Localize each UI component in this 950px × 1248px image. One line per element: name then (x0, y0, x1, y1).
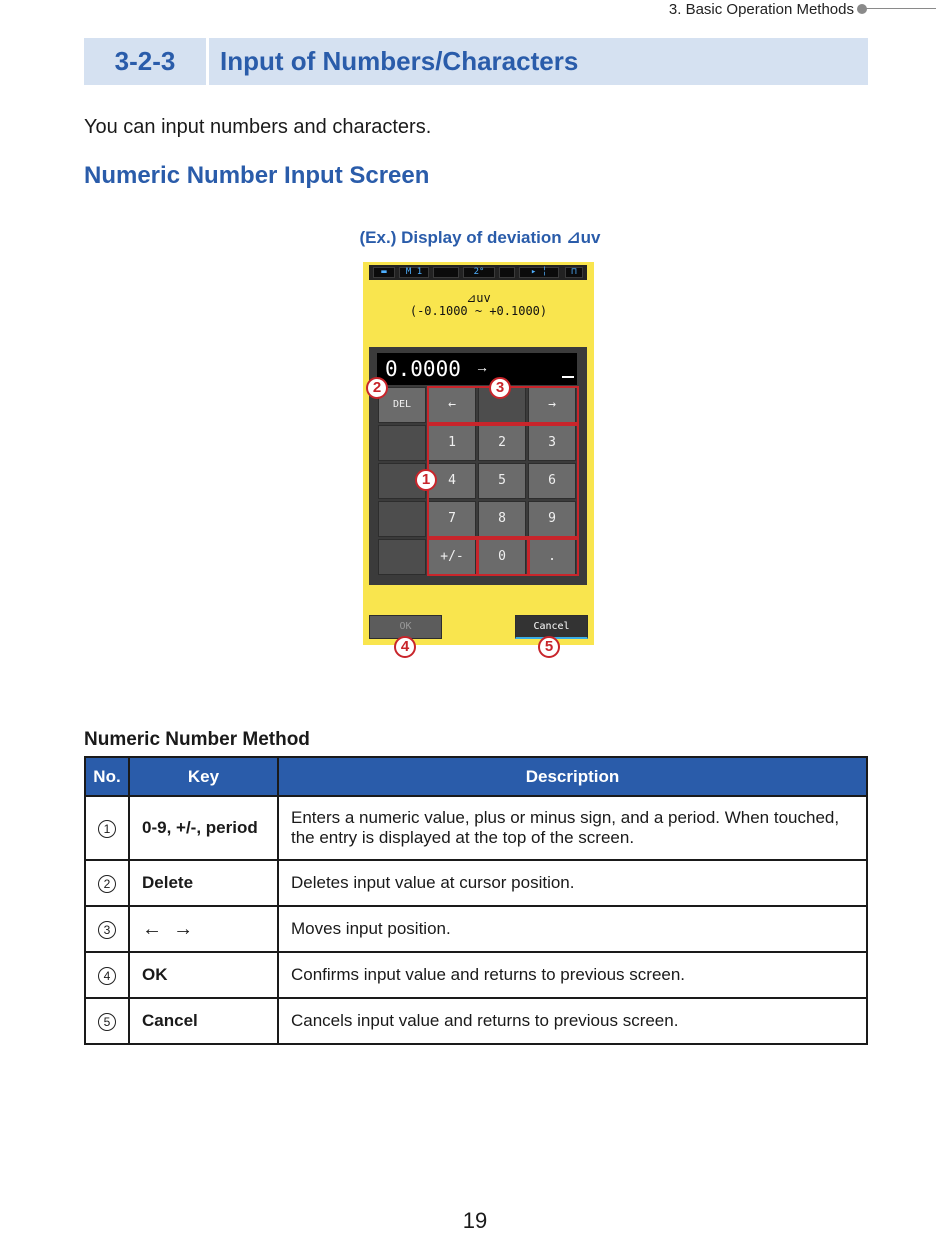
figure-caption: (Ex.) Display of deviation ⊿uv (359, 228, 601, 247)
row-number: 2 (98, 875, 116, 893)
range-title: ⊿uv (466, 291, 491, 305)
row-description: Moves input position. (278, 906, 867, 952)
keypad (369, 347, 587, 585)
row-number-cell (85, 998, 129, 1044)
column-header-key: Key (129, 757, 278, 796)
digit-key-9[interactable]: 9 (528, 501, 576, 537)
row-number: 4 (98, 967, 116, 985)
row-number: 1 (98, 820, 116, 838)
callout-badge-4: 4 (394, 636, 416, 658)
period-key[interactable]: . (528, 539, 576, 575)
digit-key-1[interactable]: 1 (428, 425, 476, 461)
status-blank-slot (433, 267, 459, 278)
subheading: Numeric Number Input Screen (84, 162, 430, 189)
row-key: Cancel (129, 998, 278, 1044)
table-row (85, 998, 867, 1044)
table-header-row (85, 757, 867, 796)
row-number: 3 (98, 921, 116, 939)
table-row (85, 796, 867, 860)
row-key: Delete (129, 860, 278, 906)
column-header-description: Description (278, 757, 867, 796)
digit-key-3[interactable]: 3 (528, 425, 576, 461)
row-key: OK (129, 952, 278, 998)
column-header-no: No. (85, 757, 129, 796)
row-number-cell (85, 860, 129, 906)
table-row (85, 952, 867, 998)
page-number: 19 (462, 1208, 488, 1233)
table-row (85, 906, 867, 952)
section-title: Input of Numbers/Characters (220, 46, 579, 76)
lock-icon: ⊓ (565, 267, 583, 278)
blank-key (378, 501, 426, 537)
row-number-cell (85, 796, 129, 860)
blank-key (378, 425, 426, 461)
intro-text: You can input numbers and characters. (84, 116, 432, 138)
digit-key-5[interactable]: 5 (478, 463, 526, 499)
callout-badge-5: 5 (538, 636, 560, 658)
row-description: Confirms input value and returns to previous screen. (278, 952, 867, 998)
display-arrow-icon: → (475, 359, 489, 375)
cursor-right-key[interactable]: → (528, 387, 576, 423)
callout-badge-1: 1 (415, 469, 437, 491)
numeric-input-screen (363, 262, 594, 655)
digit-key-8[interactable]: 8 (478, 501, 526, 537)
chapter-marker-line (866, 8, 936, 9)
chapter-marker-dot (857, 4, 867, 14)
digit-key-6[interactable]: 6 (528, 463, 576, 499)
section-header-divider (206, 38, 209, 85)
row-number: 5 (98, 1013, 116, 1031)
sync-icon: ▸ ╎ (519, 267, 559, 278)
sign-key[interactable]: +/- (428, 539, 476, 575)
chapter-header: 3. Basic Operation Methods (668, 1, 854, 18)
input-display (377, 353, 577, 385)
digit-key-0[interactable]: 0 (478, 539, 526, 575)
status-bar (369, 265, 587, 280)
range-limits: (-0.1000 ~ +0.1000) (409, 304, 548, 318)
digit-key-7[interactable]: 7 (428, 501, 476, 537)
input-cursor (562, 376, 574, 378)
memory-mode-indicator: M 1 (399, 267, 429, 278)
cancel-button[interactable]: Cancel (515, 615, 588, 639)
ok-button[interactable]: OK (369, 615, 442, 639)
section-number: 3-2-3 (114, 46, 176, 76)
digit-key-4[interactable]: 4 (428, 463, 476, 499)
delete-key[interactable]: DEL (378, 387, 426, 423)
callout-badge-2: 2 (366, 377, 388, 399)
battery-icon: ▬ (373, 267, 395, 278)
table-row (85, 860, 867, 906)
callout-badge-3: 3 (489, 377, 511, 399)
row-key: ← → (129, 906, 278, 952)
status-blank-slot (499, 267, 515, 278)
row-description: Cancels input value and returns to previous screen. (278, 998, 867, 1044)
viewing-angle-indicator: 2° (463, 267, 495, 278)
method-table (84, 756, 868, 1045)
row-number-cell (85, 906, 129, 952)
blank-key (378, 539, 426, 575)
row-number-cell (85, 952, 129, 998)
row-key: 0-9, +/-, period (129, 796, 278, 860)
digit-key-2[interactable]: 2 (478, 425, 526, 461)
row-description: Enters a numeric value, plus or minus sign, and a period. When touched, the entry is displayed at the top of the screen. (278, 796, 867, 860)
cursor-left-key[interactable]: ← (428, 387, 476, 423)
input-value: 0.0000 (385, 357, 461, 381)
table-title: Numeric Number Method (84, 729, 310, 750)
row-description: Deletes input value at cursor position. (278, 860, 867, 906)
